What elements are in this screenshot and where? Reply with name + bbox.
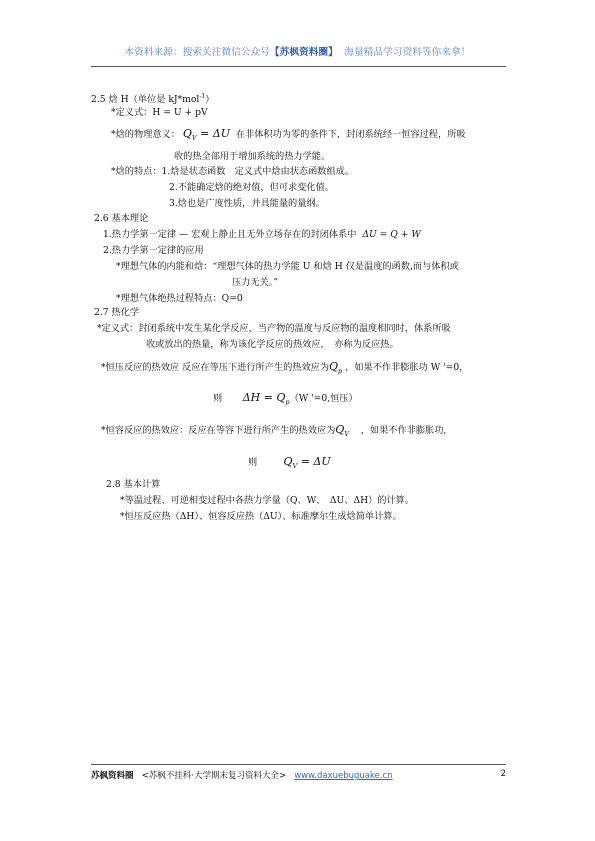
constant-volume-relation: 则 $Q_V = \Delta U$ bbox=[248, 455, 331, 470]
reaction-heat-definition-cont: 收或放出的热量，称为该化学反应的热效应， 亦称为反应热。 bbox=[146, 339, 399, 350]
header-divider bbox=[91, 66, 506, 67]
calc-item-2: *恒压反应热（ΔH）、恒容反应热（ΔU）、标准摩尔生成焓简单计算。 bbox=[120, 511, 402, 522]
enthalpy-feature-3: 3.焓也是广度性质，并具能量的量纲。 bbox=[169, 198, 325, 209]
enthalpy-feature-1: *焓的特点：1.焓是状态函数 定义式中焓由状态函数组成。 bbox=[111, 166, 355, 177]
ideal-gas-energy: *理想气体的内能和焓：“理想气体的热力学能 U 和焓 H 仅是温度的函数,而与体积或 bbox=[116, 261, 459, 272]
footer-brand: 苏枫资料圈 bbox=[91, 771, 134, 781]
constant-volume-heat: *恒容反应的热效应：反应在等容下进行所产生的热效应为$Q_V$ ，如果不作非膨胀功, bbox=[101, 423, 447, 438]
footer-link[interactable]: www.daxuebuguake.cn bbox=[294, 771, 393, 781]
enthalpy-definition: *定义式：H = U + pV bbox=[111, 107, 208, 118]
ideal-gas-energy-cont: 压力无关。” bbox=[232, 277, 279, 288]
ideal-gas-adiabatic: *理想气体绝热过程特点：Q=0 bbox=[116, 293, 243, 304]
constant-pressure-relation: 则 $\Delta H = Q_p(W$ '=0,恒压） bbox=[213, 391, 358, 406]
section-2-5-title: 2.5 焓 H（单位是 kJ*mol$^{-1}$） bbox=[91, 93, 215, 106]
constant-pressure-heat: *恒压反应的热效应 反应在等压下进行所产生的热效应为$Q_p$ ，如果不作非膨胀功 W '=0， bbox=[101, 360, 469, 375]
enthalpy-physical-meaning-cont: 收的热全部用于增加系统的热力学能。 bbox=[174, 151, 331, 162]
header-brand: 【苏枫资料圈】 bbox=[270, 47, 338, 58]
reaction-heat-definition: *定义式：封闭系统中发生某化学反应，当产物的温度与反应物的温度相同时，体系所吸 bbox=[97, 323, 451, 334]
first-law: 1.热力学第一定律 — 宏观上静止且无外立场存在的封闭体系中 ΔU = Q + W bbox=[103, 229, 421, 240]
section-2-8-title: 2.8 基本计算 bbox=[106, 479, 161, 490]
section-2-7-title: 2.7 热化学 bbox=[94, 307, 140, 318]
first-law-application: 2.热力学第一定律的应用 bbox=[103, 245, 204, 256]
page-number: 2 bbox=[500, 769, 506, 779]
header-text-post: 海量精品学习资料等你来拿！ bbox=[344, 47, 471, 58]
enthalpy-feature-2: 2.不能确定焓的绝对值，但可求变化值。 bbox=[169, 182, 334, 193]
footer-divider bbox=[91, 764, 506, 765]
section-2-6-title: 2.6 基本理论 bbox=[94, 213, 149, 224]
page-header bbox=[0, 44, 595, 58]
page-footer bbox=[91, 769, 506, 781]
calc-item-1: *等温过程、可逆相变过程中各热力学量（Q、W、 ΔU、ΔH）的计算。 bbox=[120, 495, 415, 506]
footer-subtitle: <苏枫不挂科·大学期末复习资料大全> bbox=[141, 771, 287, 781]
header-text-pre: 本资料来源：搜索关注微信公众号 bbox=[124, 47, 271, 58]
enthalpy-physical-meaning: *焓的物理意义： $Q_V = \Delta U$ 在非体积功为零的条件下，封闭系统经一恒容过程，所吸 bbox=[111, 127, 466, 142]
